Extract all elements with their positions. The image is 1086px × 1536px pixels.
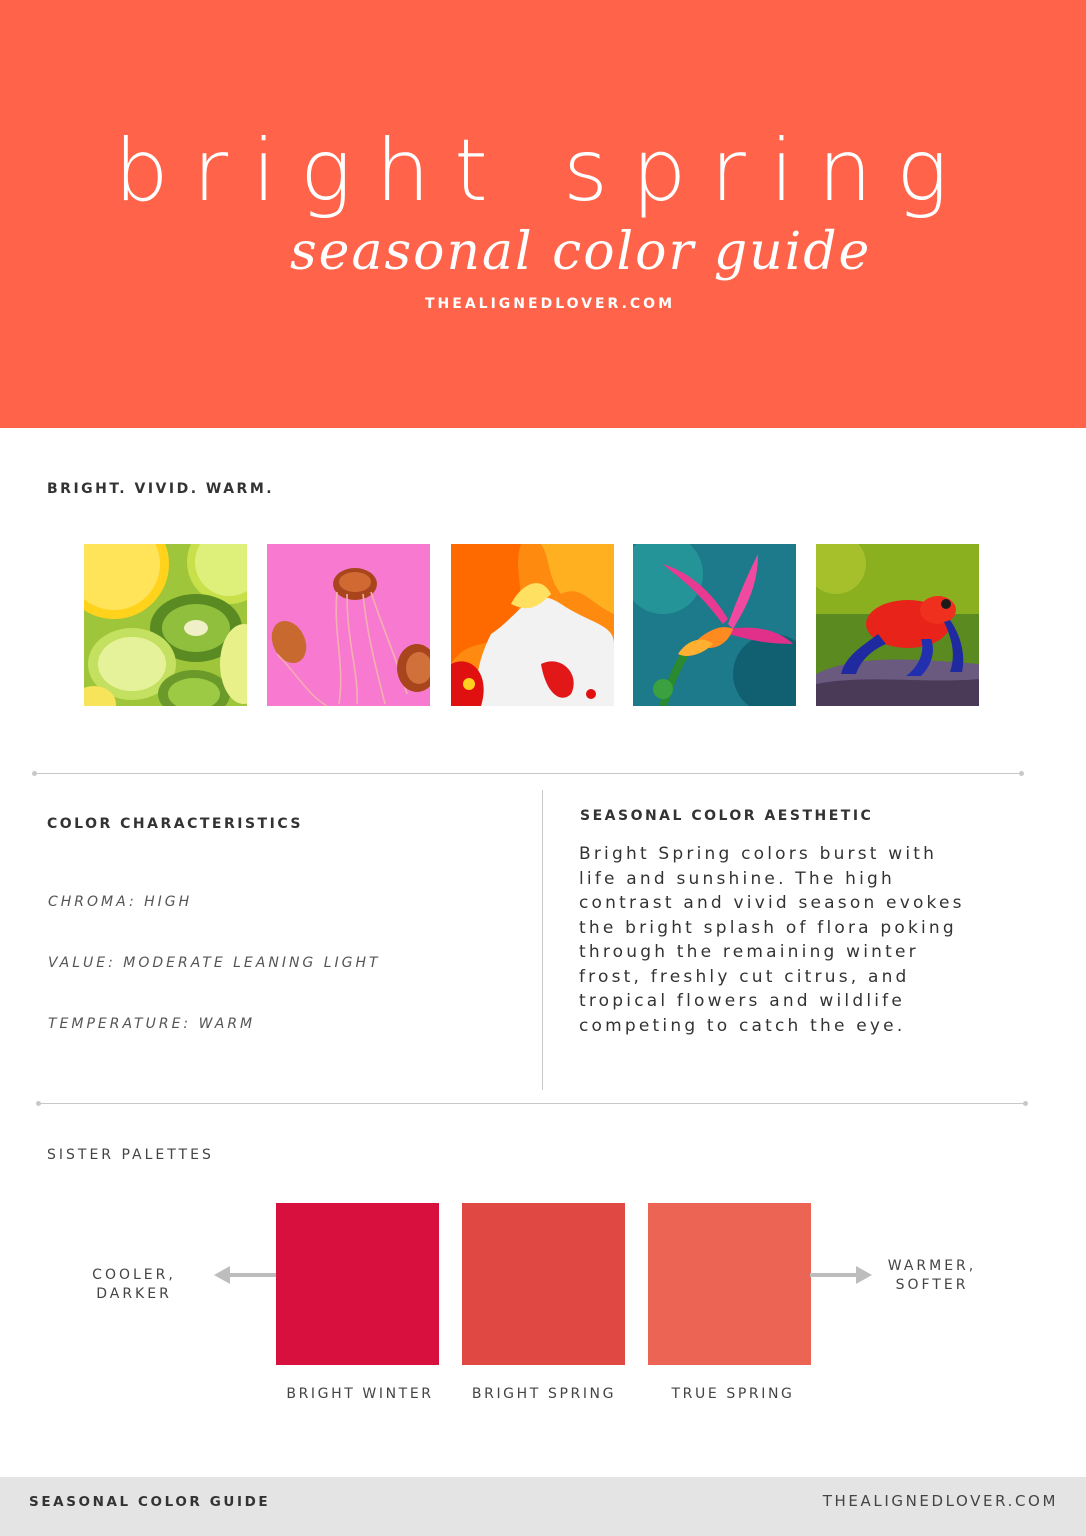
swatch-bright-spring <box>462 1203 625 1365</box>
footer-title: SEASONAL COLOR GUIDE <box>29 1494 271 1510</box>
gallery-image-frog <box>816 544 979 706</box>
footer-site-link[interactable]: THEALIGNEDLOVER.COM <box>822 1492 1058 1510</box>
gallery-image-lily <box>633 544 796 706</box>
characteristics-heading: COLOR CHARACTERISTICS <box>47 816 303 832</box>
script-subtitle: seasonal color guide <box>290 222 872 282</box>
section-divider <box>34 773 1022 774</box>
aesthetic-line: tropical flowers and wildlife <box>579 991 906 1011</box>
gallery-image-jellyfish <box>267 544 430 706</box>
swatch-label-bright-winter: BRIGHT WINTER <box>286 1386 434 1402</box>
cooler-darker-label: COOLER, DARKER <box>92 1267 176 1302</box>
swatch-bright-winter <box>276 1203 439 1365</box>
page-title: bright spring <box>114 121 972 221</box>
aesthetic-line: Bright Spring colors burst with <box>579 844 938 864</box>
column-divider <box>542 790 543 1090</box>
value-value: VALUE: MODERATE LEANING LIGHT <box>48 955 381 971</box>
gallery-image-paint-pour <box>451 544 614 706</box>
temperature-value: TEMPERATURE: WARM <box>48 1016 256 1032</box>
aesthetic-description <box>579 842 1019 1038</box>
tagline: BRIGHT. VIVID. WARM. <box>47 481 275 497</box>
aesthetic-line: contrast and vivid season evokes <box>579 893 965 913</box>
aesthetic-heading: SEASONAL COLOR AESTHETIC <box>580 808 874 824</box>
section-divider <box>38 1103 1026 1104</box>
swatch-label-bright-spring: BRIGHT SPRING <box>471 1386 617 1402</box>
aesthetic-line: through the remaining winter <box>579 942 919 962</box>
arrow-left-icon <box>212 1262 276 1288</box>
chroma-value: CHROMA: HIGH <box>48 894 193 910</box>
sister-palettes-heading: SISTER PALETTES <box>47 1147 214 1163</box>
swatch-label-true-spring: TRUE SPRING <box>671 1386 795 1402</box>
aesthetic-line: frost, freshly cut citrus, and <box>579 966 910 987</box>
aesthetic-line: the bright splash of flora poking <box>579 917 957 938</box>
warmer-softer-label: WARMER, SOFTER <box>887 1258 977 1293</box>
aesthetic-line: life and sunshine. The high <box>579 868 895 889</box>
arrow-right-icon <box>810 1262 874 1288</box>
swatch-true-spring <box>648 1203 811 1365</box>
aesthetic-line: competing to catch the eye. <box>579 1015 906 1036</box>
hero-site-link[interactable]: THEALIGNEDLOVER.COM <box>425 296 675 312</box>
gallery-image-citrus <box>84 544 247 706</box>
